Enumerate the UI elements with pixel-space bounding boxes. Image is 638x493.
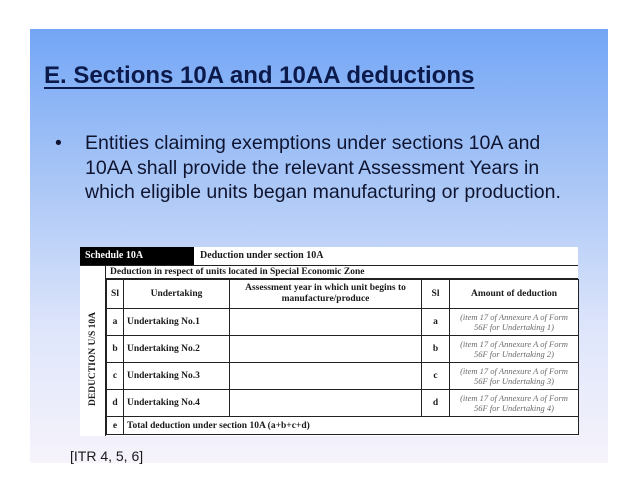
column-header-amount: Amount of deduction bbox=[450, 280, 579, 309]
total-label: Total deduction under section 10A (a+b+c+d) bbox=[124, 417, 579, 435]
row-amount: (item 17 of Annexure A of Form 56F for Undertaking 3) bbox=[450, 363, 579, 390]
table-row bbox=[107, 336, 579, 363]
table-header-row bbox=[107, 280, 579, 309]
row-amount: (item 17 of Annexure A of Form 56F for Undertaking 1) bbox=[450, 309, 579, 336]
row-undertaking: Undertaking No.4 bbox=[124, 390, 230, 417]
deduction-table bbox=[106, 279, 579, 435]
row-sl-2: b bbox=[422, 336, 450, 363]
slide-title: E. Sections 10A and 10AA deductions bbox=[44, 62, 475, 89]
row-undertaking: Undertaking No.1 bbox=[124, 309, 230, 336]
total-sl: e bbox=[107, 417, 124, 435]
bullet-point bbox=[55, 131, 590, 205]
schedule-10a-form bbox=[80, 247, 578, 436]
row-sl: b bbox=[107, 336, 124, 363]
row-sl-2: d bbox=[422, 390, 450, 417]
bullet-text: Entities claiming exemptions under sections 10A and 10AA shall provide the relevant Assessment Years in which eligible units began manufacturing or production. bbox=[85, 132, 561, 203]
bullet-symbol: • bbox=[55, 132, 62, 154]
row-sl-2: a bbox=[422, 309, 450, 336]
row-sl: d bbox=[107, 390, 124, 417]
column-header-undertaking: Undertaking bbox=[124, 280, 230, 309]
total-row bbox=[107, 417, 579, 435]
schedule-header bbox=[80, 247, 578, 266]
schedule-title: Deduction under section 10A bbox=[200, 250, 324, 261]
row-amount: (item 17 of Annexure A of Form 56F for Undertaking 4) bbox=[450, 390, 579, 417]
table-row bbox=[107, 309, 579, 336]
row-amount: (item 17 of Annexure A of Form 56F for Undertaking 2) bbox=[450, 336, 579, 363]
column-header-sl: Sl bbox=[107, 280, 124, 309]
sez-heading: Deduction in respect of units located in Special Economic Zone bbox=[106, 265, 578, 279]
row-undertaking: Undertaking No.2 bbox=[124, 336, 230, 363]
row-assessment-year-field[interactable] bbox=[230, 363, 422, 390]
column-header-assessment-year: Assessment year in which unit begins to manufacture/produce bbox=[230, 280, 422, 309]
table-row bbox=[107, 390, 579, 417]
vertical-label: DEDUCTION U/S 10A bbox=[87, 312, 98, 407]
row-sl-2: c bbox=[422, 363, 450, 390]
schedule-name: Schedule 10A bbox=[80, 247, 194, 265]
vertical-label-cell bbox=[80, 265, 106, 436]
row-sl: a bbox=[107, 309, 124, 336]
row-sl: c bbox=[107, 363, 124, 390]
row-assessment-year-field[interactable] bbox=[230, 336, 422, 363]
table-row bbox=[107, 363, 579, 390]
column-header-sl-2: Sl bbox=[422, 280, 450, 309]
row-undertaking: Undertaking No.3 bbox=[124, 363, 230, 390]
reference-note: [ITR 4, 5, 6] bbox=[70, 448, 144, 464]
row-assessment-year-field[interactable] bbox=[230, 390, 422, 417]
row-assessment-year-field[interactable] bbox=[230, 309, 422, 336]
